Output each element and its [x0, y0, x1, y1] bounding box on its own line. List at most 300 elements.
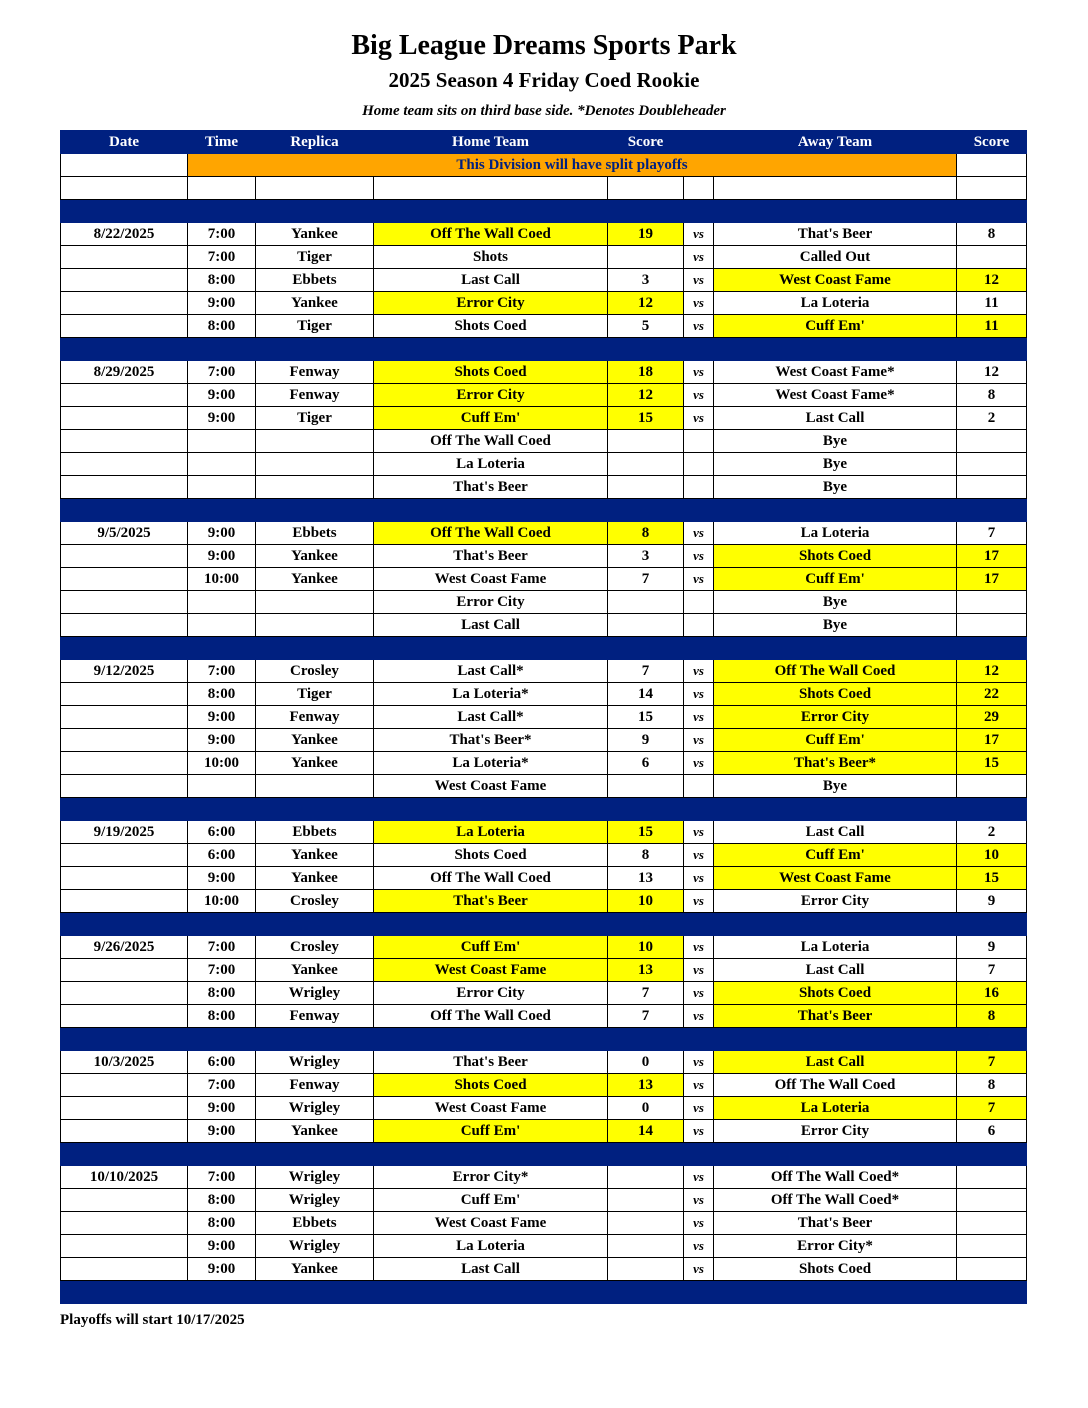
- vs-cell: [684, 775, 714, 798]
- away-team-cell: West Coast Fame*: [714, 384, 957, 407]
- home-score-cell: 13: [608, 1074, 684, 1097]
- page-title: Big League Dreams Sports Park: [351, 30, 737, 61]
- replica-cell: [256, 177, 374, 200]
- replica-cell: [256, 614, 374, 637]
- bye-row: [61, 591, 1027, 614]
- away-score-cell: 2: [957, 821, 1027, 844]
- replica-cell: Fenway: [256, 1074, 374, 1097]
- date-cell: [61, 683, 188, 706]
- replica-cell: Yankee: [256, 545, 374, 568]
- away-score-cell: 12: [957, 269, 1027, 292]
- replica-cell: Ebbets: [256, 1212, 374, 1235]
- bye-row: [61, 614, 1027, 637]
- away-team-cell: Shots Coed: [714, 683, 957, 706]
- away-team-cell: Bye: [714, 430, 957, 453]
- separator-row: [61, 1281, 1027, 1304]
- game-row: [61, 407, 1027, 430]
- bye-row: [61, 775, 1027, 798]
- replica-cell: Tiger: [256, 407, 374, 430]
- replica-cell: Yankee: [256, 1120, 374, 1143]
- away-team-cell: La Loteria: [714, 292, 957, 315]
- time-cell: 7:00: [188, 361, 256, 384]
- away-score-cell: 17: [957, 568, 1027, 591]
- division-banner: This Division will have split playoffs: [188, 154, 957, 177]
- game-row: [61, 890, 1027, 913]
- away-team-cell: Last Call: [714, 407, 957, 430]
- time-cell: 7:00: [188, 223, 256, 246]
- replica-cell: [256, 453, 374, 476]
- time-cell: 9:00: [188, 545, 256, 568]
- vs-cell: vs: [684, 292, 714, 315]
- date-cell: 9/19/2025: [61, 821, 188, 844]
- away-score-cell: 8: [957, 1005, 1027, 1028]
- home-team-cell: La Loteria*: [374, 752, 608, 775]
- home-score-cell: 15: [608, 407, 684, 430]
- home-score-cell: 15: [608, 706, 684, 729]
- time-cell: 7:00: [188, 246, 256, 269]
- game-row: [61, 361, 1027, 384]
- replica-cell: Crosley: [256, 936, 374, 959]
- home-score-cell: 9: [608, 729, 684, 752]
- home-team-cell: Last Call*: [374, 660, 608, 683]
- away-score-cell: [957, 1258, 1027, 1281]
- replica-cell: Yankee: [256, 223, 374, 246]
- separator-row: [61, 637, 1027, 660]
- away-team-cell: Cuff Em': [714, 315, 957, 338]
- time-cell: 10:00: [188, 890, 256, 913]
- away-score-cell: 7: [957, 1097, 1027, 1120]
- date-cell: 8/22/2025: [61, 223, 188, 246]
- banner-right-spacer-cell: [957, 154, 1027, 177]
- home-team-cell: Error City: [374, 384, 608, 407]
- date-cell: [61, 959, 188, 982]
- date-cell: [61, 453, 188, 476]
- home-score-cell: 18: [608, 361, 684, 384]
- replica-cell: Fenway: [256, 1005, 374, 1028]
- game-row: [61, 867, 1027, 890]
- home-score-cell: 7: [608, 982, 684, 1005]
- game-row: [61, 568, 1027, 591]
- game-row: [61, 384, 1027, 407]
- home-team-cell: That's Beer: [374, 545, 608, 568]
- home-score-cell: 13: [608, 959, 684, 982]
- date-cell: [61, 982, 188, 1005]
- date-cell: [61, 729, 188, 752]
- home-score-cell: 0: [608, 1097, 684, 1120]
- replica-cell: Ebbets: [256, 821, 374, 844]
- date-cell: [61, 1212, 188, 1235]
- home-team-cell: Off The Wall Coed: [374, 430, 608, 453]
- away-score-cell: 7: [957, 522, 1027, 545]
- game-row: [61, 959, 1027, 982]
- away-team-cell: Last Call: [714, 1051, 957, 1074]
- home-score-cell: [608, 177, 684, 200]
- game-row: [61, 706, 1027, 729]
- game-row: [61, 522, 1027, 545]
- game-row: [61, 545, 1027, 568]
- home-score-cell: 7: [608, 660, 684, 683]
- date-cell: [61, 384, 188, 407]
- replica-cell: [256, 430, 374, 453]
- vs-cell: vs: [684, 821, 714, 844]
- home-score-cell: 5: [608, 315, 684, 338]
- time-cell: 9:00: [188, 1120, 256, 1143]
- away-score-cell: 12: [957, 660, 1027, 683]
- home-team-cell: Off The Wall Coed: [374, 1005, 608, 1028]
- time-cell: 8:00: [188, 683, 256, 706]
- vs-cell: vs: [684, 568, 714, 591]
- home-team-cell: Shots Coed: [374, 1074, 608, 1097]
- date-cell: [61, 545, 188, 568]
- home-score-cell: 3: [608, 545, 684, 568]
- replica-cell: Tiger: [256, 246, 374, 269]
- vs-cell: vs: [684, 1258, 714, 1281]
- home-score-cell: 15: [608, 821, 684, 844]
- time-cell: 9:00: [188, 1235, 256, 1258]
- home-team-cell: Last Call*: [374, 706, 608, 729]
- separator-band: [61, 499, 1027, 522]
- away-score-cell: 16: [957, 982, 1027, 1005]
- time-cell: 9:00: [188, 407, 256, 430]
- date-cell: [61, 867, 188, 890]
- vs-cell: vs: [684, 522, 714, 545]
- home-team-cell: That's Beer: [374, 476, 608, 499]
- vs-cell: vs: [684, 1005, 714, 1028]
- time-cell: 8:00: [188, 1189, 256, 1212]
- game-row: [61, 1212, 1027, 1235]
- away-team-cell: La Loteria: [714, 522, 957, 545]
- vs-cell: [684, 430, 714, 453]
- separator-row: [61, 1028, 1027, 1051]
- date-cell: 9/5/2025: [61, 522, 188, 545]
- banner-left-spacer-cell: [61, 154, 188, 177]
- away-score-cell: 10: [957, 844, 1027, 867]
- replica-cell: Yankee: [256, 568, 374, 591]
- away-score-cell: [957, 1166, 1027, 1189]
- away-team-cell: Cuff Em': [714, 568, 957, 591]
- home-team-cell: That's Beer: [374, 890, 608, 913]
- vs-cell: [684, 614, 714, 637]
- time-cell: 9:00: [188, 706, 256, 729]
- home-team-cell: Last Call: [374, 1258, 608, 1281]
- home-score-cell: 3: [608, 269, 684, 292]
- away-team-cell: Cuff Em': [714, 844, 957, 867]
- date-cell: [61, 246, 188, 269]
- time-cell: 7:00: [188, 1074, 256, 1097]
- time-cell: 8:00: [188, 982, 256, 1005]
- away-team-cell: Cuff Em': [714, 729, 957, 752]
- home-score-cell: 10: [608, 890, 684, 913]
- home-team-cell: West Coast Fame: [374, 1097, 608, 1120]
- vs-cell: vs: [684, 890, 714, 913]
- replica-cell: Wrigley: [256, 1097, 374, 1120]
- home-team-cell: La Loteria: [374, 1235, 608, 1258]
- replica-cell: Wrigley: [256, 1051, 374, 1074]
- game-row: [61, 1235, 1027, 1258]
- vs-cell: vs: [684, 361, 714, 384]
- game-row: [61, 292, 1027, 315]
- home-team-cell: Error City: [374, 982, 608, 1005]
- time-cell: [188, 775, 256, 798]
- away-team-cell: Off The Wall Coed*: [714, 1166, 957, 1189]
- replica-cell: Wrigley: [256, 982, 374, 1005]
- away-team-cell: West Coast Fame*: [714, 361, 957, 384]
- vs-cell: vs: [684, 1074, 714, 1097]
- time-cell: 6:00: [188, 844, 256, 867]
- replica-cell: Wrigley: [256, 1189, 374, 1212]
- game-row: [61, 729, 1027, 752]
- away-team-cell: Last Call: [714, 821, 957, 844]
- vs-cell: vs: [684, 407, 714, 430]
- separator-band: [61, 338, 1027, 361]
- home-team-cell: Cuff Em': [374, 1189, 608, 1212]
- home-team-cell: Error City: [374, 591, 608, 614]
- vs-cell: vs: [684, 315, 714, 338]
- away-score-cell: 15: [957, 867, 1027, 890]
- home-team-cell: That's Beer*: [374, 729, 608, 752]
- home-score-cell: 8: [608, 844, 684, 867]
- home-team-cell: Shots Coed: [374, 315, 608, 338]
- replica-cell: [256, 476, 374, 499]
- away-team-cell: Bye: [714, 453, 957, 476]
- away-team-cell: Last Call: [714, 959, 957, 982]
- away-team-cell: That's Beer: [714, 1212, 957, 1235]
- game-row: [61, 844, 1027, 867]
- away-team-cell: Off The Wall Coed: [714, 660, 957, 683]
- home-score-cell: 12: [608, 292, 684, 315]
- separator-band: [61, 798, 1027, 821]
- away-team-cell: [714, 177, 957, 200]
- home-score-cell: 14: [608, 683, 684, 706]
- away-score-cell: 22: [957, 683, 1027, 706]
- home-team-cell: Cuff Em': [374, 407, 608, 430]
- home-team-cell: La Loteria: [374, 821, 608, 844]
- date-cell: 10/3/2025: [61, 1051, 188, 1074]
- time-cell: 9:00: [188, 1097, 256, 1120]
- separator-row: [61, 1143, 1027, 1166]
- home-score-cell: 12: [608, 384, 684, 407]
- home-score-cell: 7: [608, 568, 684, 591]
- date-cell: [61, 568, 188, 591]
- away-score-cell: 15: [957, 752, 1027, 775]
- date-cell: [61, 269, 188, 292]
- home-team-cell: Off The Wall Coed: [374, 522, 608, 545]
- home-team-cell: Cuff Em': [374, 936, 608, 959]
- away-score-cell: [957, 453, 1027, 476]
- replica-cell: Crosley: [256, 890, 374, 913]
- home-score-cell: 8: [608, 522, 684, 545]
- vs-cell: vs: [684, 246, 714, 269]
- home-team-cell: That's Beer: [374, 1051, 608, 1074]
- home-team-cell: La Loteria: [374, 453, 608, 476]
- replica-cell: Yankee: [256, 292, 374, 315]
- vs-cell: [684, 453, 714, 476]
- home-team-cell: West Coast Fame: [374, 568, 608, 591]
- time-cell: 8:00: [188, 315, 256, 338]
- away-score-cell: [957, 1235, 1027, 1258]
- col-header-away-team: Away Team: [714, 131, 957, 154]
- game-row: [61, 315, 1027, 338]
- replica-cell: [256, 591, 374, 614]
- game-row: [61, 1258, 1027, 1281]
- date-cell: [61, 407, 188, 430]
- date-cell: [61, 1005, 188, 1028]
- playoffs-note: Playoffs will start 10/17/2025: [60, 1312, 245, 1328]
- game-row: [61, 269, 1027, 292]
- separator-row: [61, 338, 1027, 361]
- vs-cell: [684, 476, 714, 499]
- time-cell: [188, 476, 256, 499]
- vs-cell: vs: [684, 706, 714, 729]
- replica-cell: Fenway: [256, 706, 374, 729]
- replica-cell: Yankee: [256, 959, 374, 982]
- bye-row: [61, 453, 1027, 476]
- home-score-cell: [608, 453, 684, 476]
- game-row: [61, 1097, 1027, 1120]
- date-cell: [61, 1258, 188, 1281]
- vs-cell: vs: [684, 844, 714, 867]
- away-team-cell: Called Out: [714, 246, 957, 269]
- col-header-date: Date: [61, 131, 188, 154]
- replica-cell: Wrigley: [256, 1166, 374, 1189]
- time-cell: 7:00: [188, 660, 256, 683]
- home-team-cell: West Coast Fame: [374, 775, 608, 798]
- time-cell: 8:00: [188, 269, 256, 292]
- away-score-cell: [957, 614, 1027, 637]
- away-score-cell: [957, 591, 1027, 614]
- vs-cell: vs: [684, 1189, 714, 1212]
- date-cell: 10/10/2025: [61, 1166, 188, 1189]
- time-cell: [188, 614, 256, 637]
- away-score-cell: 6: [957, 1120, 1027, 1143]
- col-header-vs-spacer: [684, 131, 714, 154]
- away-score-cell: 7: [957, 959, 1027, 982]
- date-cell: [61, 1074, 188, 1097]
- away-team-cell: La Loteria: [714, 936, 957, 959]
- vs-cell: vs: [684, 1235, 714, 1258]
- home-score-cell: 6: [608, 752, 684, 775]
- away-team-cell: Shots Coed: [714, 545, 957, 568]
- game-row: [61, 936, 1027, 959]
- home-team-cell: Off The Wall Coed: [374, 867, 608, 890]
- away-score-cell: [957, 476, 1027, 499]
- home-score-cell: [608, 1212, 684, 1235]
- home-team-cell: West Coast Fame: [374, 959, 608, 982]
- away-team-cell: West Coast Fame: [714, 867, 957, 890]
- schedule-body: [61, 154, 1027, 1304]
- col-header-home-team: Home Team: [374, 131, 608, 154]
- date-cell: [61, 430, 188, 453]
- away-team-cell: La Loteria: [714, 1097, 957, 1120]
- home-score-cell: [608, 430, 684, 453]
- vs-cell: [684, 591, 714, 614]
- date-cell: [61, 292, 188, 315]
- game-row: [61, 246, 1027, 269]
- home-score-cell: [608, 1258, 684, 1281]
- away-score-cell: 12: [957, 361, 1027, 384]
- vs-cell: vs: [684, 545, 714, 568]
- vs-cell: vs: [684, 959, 714, 982]
- away-team-cell: Off The Wall Coed: [714, 1074, 957, 1097]
- away-team-cell: Shots Coed: [714, 982, 957, 1005]
- date-cell: 8/29/2025: [61, 361, 188, 384]
- time-cell: 9:00: [188, 867, 256, 890]
- vs-cell: vs: [684, 936, 714, 959]
- time-cell: 6:00: [188, 1051, 256, 1074]
- time-cell: 10:00: [188, 752, 256, 775]
- time-cell: [188, 591, 256, 614]
- away-score-cell: 17: [957, 545, 1027, 568]
- home-team-cell: Error City*: [374, 1166, 608, 1189]
- home-team-cell: Last Call: [374, 269, 608, 292]
- away-team-cell: That's Beer: [714, 223, 957, 246]
- bye-row: [61, 476, 1027, 499]
- season-subtitle: 2025 Season 4 Friday Coed Rookie: [388, 68, 700, 92]
- game-row: [61, 982, 1027, 1005]
- time-cell: 9:00: [188, 384, 256, 407]
- replica-cell: Crosley: [256, 660, 374, 683]
- away-score-cell: 8: [957, 384, 1027, 407]
- vs-cell: vs: [684, 1166, 714, 1189]
- replica-cell: Yankee: [256, 867, 374, 890]
- date-cell: [61, 775, 188, 798]
- date-cell: [61, 890, 188, 913]
- separator-band: [61, 637, 1027, 660]
- separator-row: [61, 798, 1027, 821]
- time-cell: 7:00: [188, 1166, 256, 1189]
- vs-cell: vs: [684, 269, 714, 292]
- separator-band: [61, 913, 1027, 936]
- home-score-cell: [608, 614, 684, 637]
- away-score-cell: [957, 177, 1027, 200]
- replica-cell: Yankee: [256, 729, 374, 752]
- vs-cell: vs: [684, 1097, 714, 1120]
- home-team-cell: Error City: [374, 292, 608, 315]
- away-score-cell: [957, 775, 1027, 798]
- vs-cell: vs: [684, 1212, 714, 1235]
- away-team-cell: Bye: [714, 614, 957, 637]
- home-score-cell: [608, 1235, 684, 1258]
- vs-cell: vs: [684, 752, 714, 775]
- away-team-cell: Off The Wall Coed*: [714, 1189, 957, 1212]
- vs-cell: vs: [684, 982, 714, 1005]
- away-team-cell: That's Beer*: [714, 752, 957, 775]
- date-cell: [61, 752, 188, 775]
- home-team-cell: Shots: [374, 246, 608, 269]
- replica-cell: Ebbets: [256, 269, 374, 292]
- replica-cell: Tiger: [256, 315, 374, 338]
- date-cell: [61, 1235, 188, 1258]
- bye-row: [61, 430, 1027, 453]
- home-team-cell: Cuff Em': [374, 1120, 608, 1143]
- away-team-cell: Error City: [714, 706, 957, 729]
- game-row: [61, 660, 1027, 683]
- time-cell: 7:00: [188, 959, 256, 982]
- away-team-cell: Error City: [714, 890, 957, 913]
- vs-cell: [684, 177, 714, 200]
- away-score-cell: 9: [957, 936, 1027, 959]
- date-cell: 9/12/2025: [61, 660, 188, 683]
- vs-cell: vs: [684, 384, 714, 407]
- vs-cell: vs: [684, 1120, 714, 1143]
- away-team-cell: Error City: [714, 1120, 957, 1143]
- away-score-cell: 7: [957, 1051, 1027, 1074]
- time-cell: [188, 453, 256, 476]
- vs-cell: vs: [684, 729, 714, 752]
- date-cell: [61, 591, 188, 614]
- time-cell: 8:00: [188, 1005, 256, 1028]
- game-row: [61, 821, 1027, 844]
